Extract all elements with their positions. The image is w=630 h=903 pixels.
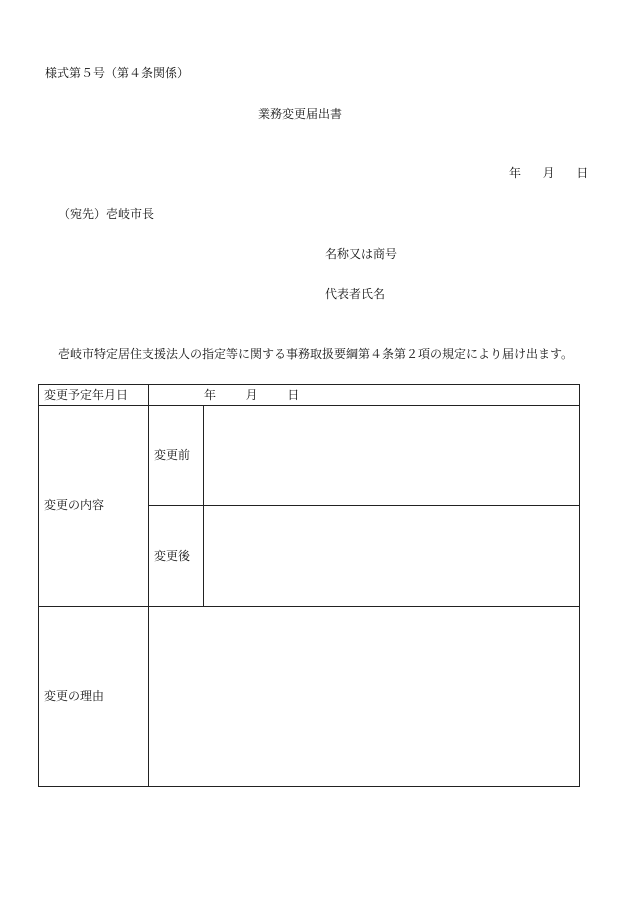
before-field[interactable]: [204, 406, 579, 505]
after-label: 変更後: [154, 549, 191, 563]
day-label: 日: [287, 388, 300, 402]
month-label: 月: [542, 166, 555, 180]
representative-label: 代表者氏名: [325, 287, 386, 301]
content-label: 変更の内容: [44, 498, 105, 512]
before-label: 変更前: [154, 448, 191, 462]
planned-date-label: 変更予定年月日: [44, 388, 129, 402]
year-label: 年: [204, 388, 217, 402]
reason-field[interactable]: [149, 607, 579, 786]
addressee: （宛先）壱岐市長: [58, 207, 155, 221]
form-number: 様式第５号（第４条関係）: [45, 66, 190, 80]
document-title: 業務変更届出書: [258, 107, 343, 121]
after-field[interactable]: [204, 506, 579, 606]
name-label: 名称又は商号: [325, 247, 398, 261]
year-label: 年: [509, 166, 522, 180]
reason-label: 変更の理由: [44, 689, 105, 703]
statement: 壱岐市特定居住支援法人の指定等に関する事務取扱要綱第４条第２項の規定により届け出ます。: [58, 347, 574, 361]
submission-date: [509, 166, 588, 180]
day-label: 日: [576, 166, 589, 180]
month-label: 月: [245, 388, 258, 402]
planned-date-field[interactable]: [204, 388, 299, 402]
